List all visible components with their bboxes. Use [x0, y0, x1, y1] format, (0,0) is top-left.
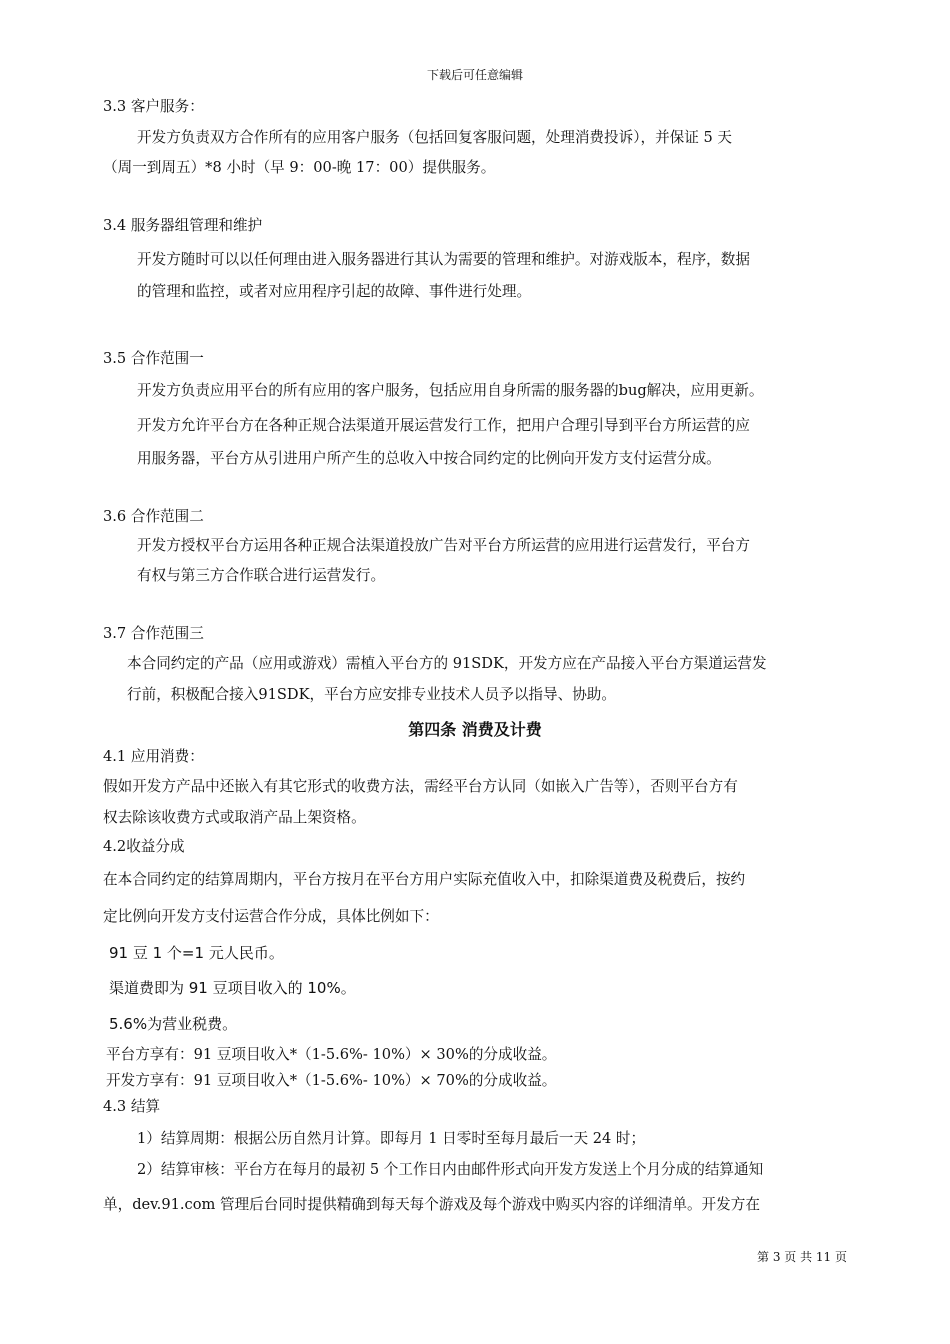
- paragraph-line: 假如开发方产品中还嵌入有其它形式的收费方法，需经平台方认同（如嵌入广告等），否则平台方有: [103, 778, 738, 795]
- paragraph-line: 本合同约定的产品（应用或游戏）需植入平台方的 91SDK，开发方应在产品接入平台方渠道运营发: [127, 655, 767, 672]
- paragraph-line: 1）结算周期：根据公历自然月计算。即每月 1 日零时至每月最后一天 24 时；: [137, 1130, 646, 1147]
- rate-line: 5.6%为营业税费。: [109, 1015, 238, 1033]
- paragraph-line: 开发方允许平台方在各种正规合法渠道开展运营发行工作，把用户合理引导到平台方所运营的应: [137, 417, 750, 434]
- rate-line: 渠道费即为 91 豆项目收入的 10%。: [109, 979, 356, 997]
- paragraph-line: 有权与第三方合作联合进行运营发行。: [137, 567, 386, 584]
- paragraph-line: 开发方随时可以以任何理由进入服务器进行其认为需要的管理和维护。对游戏版本，程序，数据: [137, 251, 750, 268]
- section-4-2-heading: 4.2收益分成: [103, 838, 185, 855]
- section-4-3-heading: 4.3 结算: [103, 1098, 161, 1115]
- article-4-title: 第四条 消费及计费: [408, 720, 542, 739]
- share-line: 平台方享有：91 豆项目收入*（1-5.6%- 10%）× 30%的分成收益。: [106, 1046, 557, 1063]
- section-3-4-heading: 3.4 服务器组管理和维护: [103, 217, 263, 234]
- paragraph-line: 权去除该收费方式或取消产品上架资格。: [103, 809, 366, 826]
- paragraph-line: 2）结算审核：平台方在每月的最初 5 个工作日内由邮件形式向开发方发送上个月分成的结算通知: [137, 1161, 764, 1178]
- paragraph-line: 单，dev.91.com 管理后台同时提供精确到每天每个游戏及每个游戏中购买内容的详细清单。开发方在: [103, 1196, 760, 1213]
- paragraph-line: 开发方授权平台方运用各种正规合法渠道投放广告对平台方所运营的应用进行运营发行，平台方: [137, 537, 750, 554]
- section-3-7-heading: 3.7 合作范围三: [103, 625, 204, 642]
- section-3-6-heading: 3.6 合作范围二: [103, 508, 204, 525]
- paragraph-line: 行前，积极配合接入91SDK，平台方应安排专业技术人员予以指导、协助。: [127, 686, 616, 703]
- paragraph-line: 开发方负责应用平台的所有应用的客户服务，包括应用自身所需的服务器的bug解决，应用更新。: [137, 382, 764, 399]
- page-header: 下载后可任意编辑: [426, 68, 523, 82]
- paragraph-line: 的管理和监控，或者对应用程序引起的故障、事件进行处理。: [137, 283, 532, 300]
- paragraph-line: （周一到周五）*8 小时（早 9：00-晚 17：00）提供服务。: [103, 159, 496, 176]
- rate-line: 91 豆 1 个=1 元人民币。: [109, 944, 284, 962]
- section-4-1-heading: 4.1 应用消费：: [103, 748, 204, 765]
- paragraph-line: 在本合同约定的结算周期内，平台方按月在平台方用户实际充值收入中，扣除渠道费及税费后，按约: [103, 871, 746, 888]
- section-3-5-heading: 3.5 合作范围一: [103, 350, 204, 367]
- paragraph-line: 开发方负责双方合作所有的应用客户服务（包括回复客服问题，处理消费投诉），并保证 5 天: [137, 129, 733, 146]
- page-footer: 第 3 页 共 11 页: [757, 1250, 847, 1264]
- section-3-3-heading: 3.3 客户服务：: [103, 98, 204, 115]
- share-line: 开发方享有：91 豆项目收入*（1-5.6%- 10%）× 70%的分成收益。: [106, 1072, 557, 1089]
- paragraph-line: 定比例向开发方支付运营合作分成，具体比例如下：: [103, 908, 439, 925]
- paragraph-line: 用服务器，平台方从引进用户所产生的总收入中按合同约定的比例向开发方支付运营分成。: [137, 450, 721, 467]
